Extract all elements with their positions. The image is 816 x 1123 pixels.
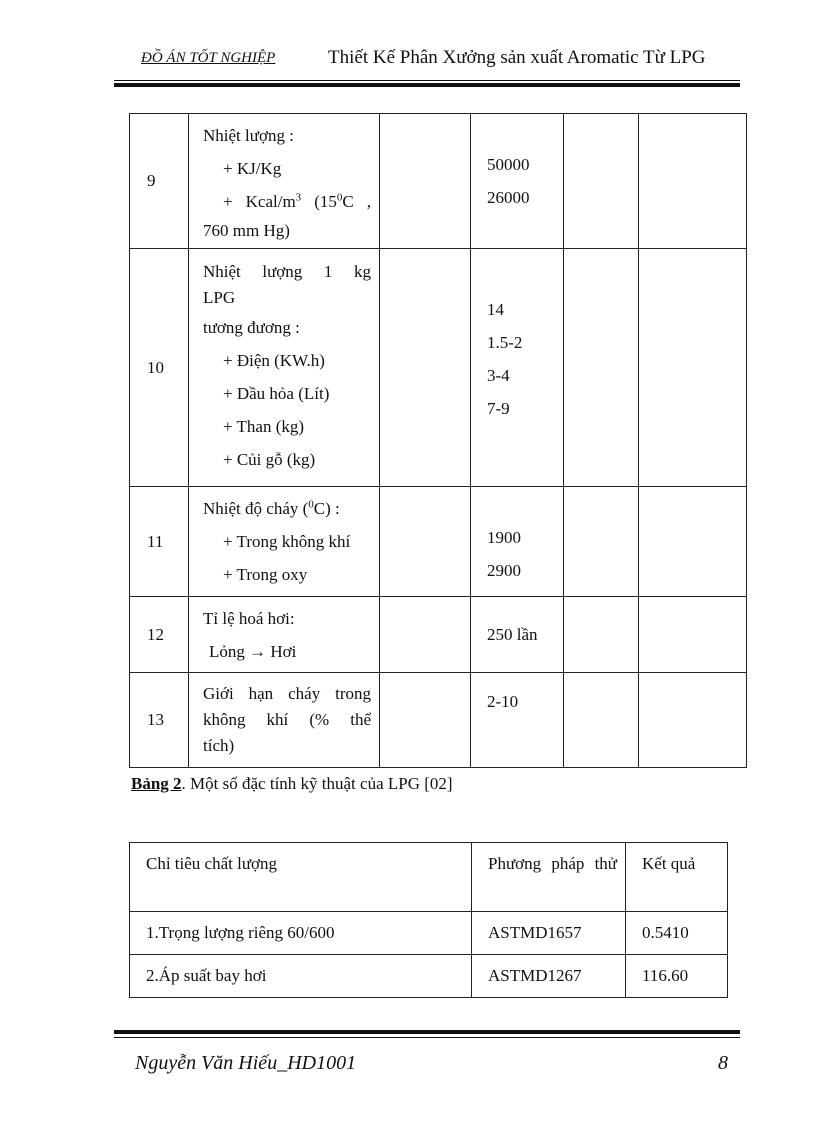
row-title: không khí (% thể <box>203 710 371 729</box>
row-title: tương đương : <box>203 318 300 337</box>
table-row <box>130 487 747 597</box>
caption-text: . Một số đặc tính kỹ thuật của LPG [02] <box>181 774 453 793</box>
row-title-part: C) : <box>313 499 340 518</box>
row-number: 13 <box>130 673 189 768</box>
footer-rule-thin <box>114 1037 740 1038</box>
row-item <box>203 185 371 218</box>
column-header-text: Phương pháp thử <box>488 854 617 873</box>
row-value: 3-4 <box>487 366 510 385</box>
row-title <box>203 492 371 525</box>
table-cell: 0.5410 <box>626 912 728 955</box>
row-value: 7-9 <box>487 399 510 418</box>
row-description <box>189 487 380 597</box>
table-row <box>130 955 728 998</box>
header-title-right: Thiết Kế Phân Xưởng sản xuất Aromatic Từ LPG <box>328 47 706 68</box>
table-row <box>130 597 747 673</box>
row-description <box>189 597 380 673</box>
empty-cell <box>380 114 471 249</box>
empty-cell <box>564 673 639 768</box>
lpg-properties-table <box>129 113 747 768</box>
row-item-part: C , <box>342 191 372 211</box>
row-title: tích) <box>203 736 235 755</box>
superscript: 3 <box>295 190 302 203</box>
table-row <box>130 249 747 487</box>
row-number: 12 <box>130 597 189 673</box>
empty-cell <box>639 114 747 249</box>
empty-cell <box>564 114 639 249</box>
row-value: 1900 <box>487 528 521 547</box>
row-number: 11 <box>130 487 189 597</box>
row-description <box>189 673 380 768</box>
row-title: Nhiệt lượng : <box>203 125 294 145</box>
row-title: LPG <box>203 288 236 307</box>
empty-cell <box>639 249 747 487</box>
column-header: Kết quả <box>626 843 728 912</box>
superscript: 0 <box>308 498 314 511</box>
row-value: 250 lần <box>487 625 538 644</box>
row-item: + KJ/Kg <box>223 158 282 178</box>
row-item-part: (15 <box>301 191 337 211</box>
empty-cell <box>564 487 639 597</box>
footer-author: Nguyễn Văn Hiếu_HD1001 <box>135 1052 357 1074</box>
row-item: + Dầu hỏa (Lít) <box>223 384 330 403</box>
superscript: 0 <box>336 190 343 203</box>
lpg-spec-table <box>129 842 728 998</box>
caption-label: Bảng 2 <box>131 774 182 793</box>
page-number: 8 <box>718 1052 728 1074</box>
empty-cell <box>564 597 639 673</box>
row-item: Lỏng → Hơi <box>209 641 297 661</box>
empty-cell <box>564 249 639 487</box>
table-cell: 116.60 <box>626 955 728 998</box>
row-value: 14 <box>487 300 504 319</box>
column-header <box>472 843 626 912</box>
table-cell: ASTMD1657 <box>472 912 626 955</box>
empty-cell <box>639 487 747 597</box>
row-title: Giới hạn cháy trong <box>203 684 371 703</box>
row-title: Nhiệt lượng 1 kg <box>203 262 371 281</box>
column-header: Chỉ tiêu chất lượng <box>130 843 472 912</box>
row-item: 760 mm Hg) <box>203 220 290 240</box>
row-values <box>471 673 564 768</box>
row-number: 10 <box>130 249 189 487</box>
empty-cell <box>380 249 471 487</box>
table-header-row <box>130 843 728 912</box>
empty-cell <box>639 597 747 673</box>
row-value: 26000 <box>487 188 530 207</box>
row-number: 9 <box>130 114 189 249</box>
row-item: + Trong không khí <box>223 532 351 551</box>
row-value: 2-10 <box>487 692 519 711</box>
empty-cell <box>380 673 471 768</box>
table-cell: 2.Áp suất bay hơi <box>130 955 472 998</box>
empty-cell <box>380 597 471 673</box>
row-values <box>471 487 564 597</box>
table-cell: 1.Trọng lượng riêng 60/600 <box>130 912 472 955</box>
header-title-left: ĐỒ ÁN TỐT NGHIỆP <box>141 50 276 66</box>
row-values <box>471 249 564 487</box>
table-row <box>130 114 747 249</box>
row-item: + Điện (KW.h) <box>223 351 325 370</box>
row-value: 2900 <box>487 561 521 580</box>
table-caption <box>131 774 453 794</box>
table-row <box>130 673 747 768</box>
empty-cell <box>380 487 471 597</box>
row-title: Tỉ lệ hoá hơi: <box>203 608 295 628</box>
row-item: + Trong oxy <box>223 565 308 584</box>
row-value: 1.5-2 <box>487 333 523 352</box>
row-title-part: Nhiệt độ cháy ( <box>203 499 309 518</box>
row-description <box>189 114 380 249</box>
header-rule-thin <box>114 80 740 81</box>
row-description <box>189 249 380 487</box>
footer-rule-thick <box>114 1030 740 1034</box>
row-values <box>471 114 564 249</box>
empty-cell <box>639 673 747 768</box>
row-item-part: + Kcal/m <box>223 191 296 211</box>
row-item: + Than (kg) <box>223 417 305 436</box>
row-values <box>471 597 564 673</box>
table-row <box>130 912 728 955</box>
row-value: 50000 <box>487 155 530 174</box>
table-cell: ASTMD1267 <box>472 955 626 998</box>
row-item: + Củi gỗ (kg) <box>223 450 316 469</box>
header-rule-thick <box>114 83 740 87</box>
